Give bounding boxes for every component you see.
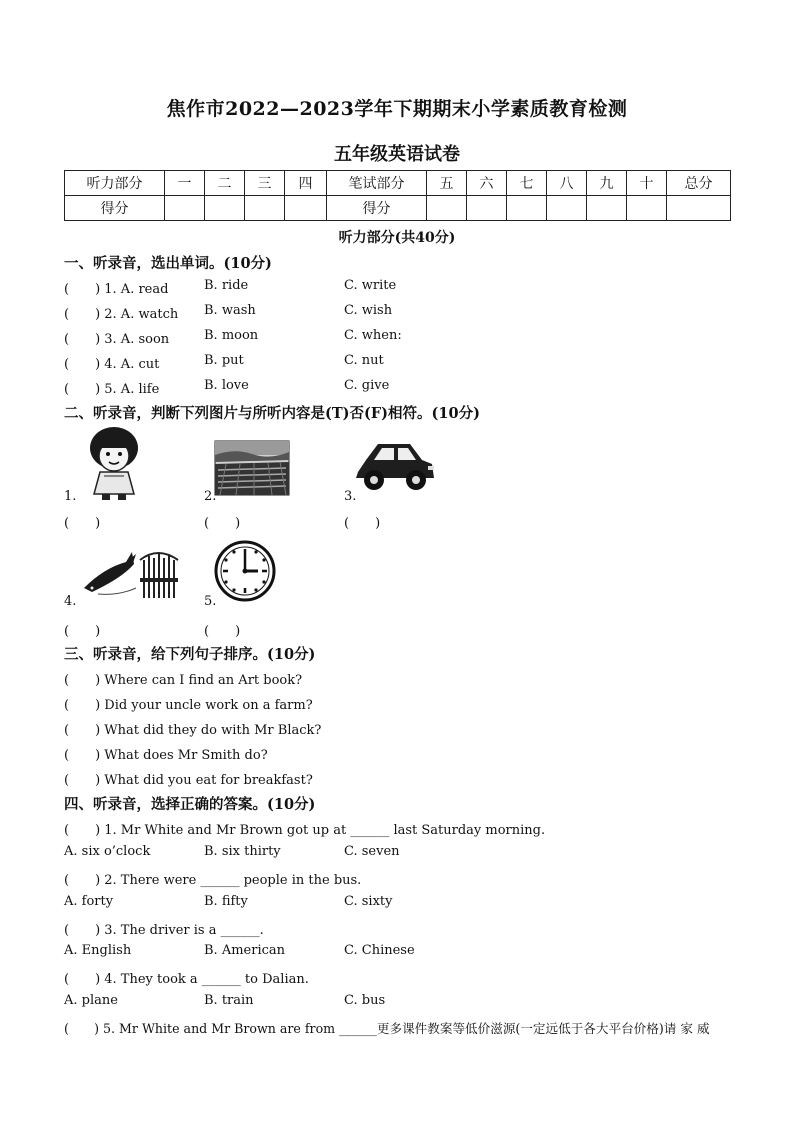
score-input-cell[interactable] bbox=[547, 196, 587, 221]
option-c: C. nut bbox=[344, 353, 384, 368]
list-item: ( ) What did you eat for breakfast? bbox=[64, 773, 313, 788]
page-subtitle: 五年级英语试卷 bbox=[334, 144, 460, 165]
list-item: ( ) What did they do with Mr Black? bbox=[64, 723, 322, 738]
score-input-cell[interactable] bbox=[165, 196, 205, 221]
score-input-cell[interactable] bbox=[245, 196, 285, 221]
score-input-cell[interactable] bbox=[507, 196, 547, 221]
question-text: ( ) 1. A. read bbox=[64, 282, 169, 297]
option-c: C. when: bbox=[344, 328, 402, 343]
score-cell: 得分 bbox=[327, 196, 427, 221]
score-cell: 四 bbox=[285, 171, 327, 196]
question-text: ( ) 1. Mr White and Mr Brown got up at ______ last Saturday morning. bbox=[64, 823, 546, 838]
score-cell: 得分 bbox=[65, 196, 165, 221]
score-table-score-row bbox=[65, 196, 731, 221]
option-b: B. fifty bbox=[204, 894, 248, 909]
question-text: ( ) 4. A. cut bbox=[64, 357, 160, 372]
score-cell: 三 bbox=[245, 171, 285, 196]
picture-number: 5. bbox=[204, 594, 217, 609]
section2-heading: 二、听录音，判断下列图片与所听内容是(T)否(F)相符。(10分) bbox=[64, 405, 480, 422]
question-text: ( ) 2. There were ______ people in the bus. bbox=[64, 873, 362, 888]
field-picture bbox=[214, 440, 290, 496]
list-item bbox=[64, 278, 397, 297]
question-text: ( ) 4. They took a ______ to Dalian. bbox=[64, 972, 309, 987]
section4-heading: 四、听录音，选择正确的答案。(10分) bbox=[64, 796, 316, 813]
option-c: C. give bbox=[344, 378, 390, 393]
list-item bbox=[64, 328, 402, 347]
question-text: ( ) 2. A. watch bbox=[64, 307, 179, 322]
question-text: ( ) 3. A. soon bbox=[64, 332, 170, 347]
option-c: C. Chinese bbox=[344, 943, 415, 958]
score-cell: 五 bbox=[427, 171, 467, 196]
answer-blank[interactable]: ( ) bbox=[344, 516, 381, 531]
score-cell: 笔试部分 bbox=[327, 171, 427, 196]
option-c: C. write bbox=[344, 278, 397, 293]
list-item: ( ) What does Mr Smith do? bbox=[64, 748, 268, 763]
answer-blank[interactable]: ( ) bbox=[64, 516, 101, 531]
list-item bbox=[64, 303, 393, 322]
option-b: B. train bbox=[204, 993, 254, 1008]
score-table bbox=[64, 170, 731, 221]
option-c: C. wish bbox=[344, 303, 393, 318]
option-c: C. bus bbox=[344, 993, 386, 1008]
option-b: B. wash bbox=[204, 303, 256, 318]
fish-and-vegetables-picture bbox=[78, 544, 180, 600]
score-cell: 十 bbox=[627, 171, 667, 196]
option-a: A. plane bbox=[64, 993, 118, 1008]
list-item bbox=[64, 353, 384, 372]
options-row bbox=[64, 993, 386, 1008]
score-cell: 听力部分 bbox=[65, 171, 165, 196]
option-b: B. ride bbox=[204, 278, 249, 293]
score-table-header-row bbox=[65, 171, 731, 196]
picture-number: 3. bbox=[344, 489, 357, 504]
question-text: ( ) 5. Mr White and Mr Brown are from ______更多课件教案等低价滋源(一定远低于各大平台价格)请 家 威 bbox=[64, 1021, 710, 1036]
answer-blank[interactable]: ( ) bbox=[204, 516, 241, 531]
page-title: 焦作市2022—2023学年下期期末小学素质教育检测 bbox=[166, 98, 628, 120]
score-input-cell[interactable] bbox=[627, 196, 667, 221]
section1-heading: 一、听录音，选出单词。(10分) bbox=[64, 255, 272, 272]
option-b: B. moon bbox=[204, 328, 259, 343]
options-row bbox=[64, 844, 400, 859]
option-b: B. put bbox=[204, 353, 244, 368]
score-cell: 六 bbox=[467, 171, 507, 196]
score-cell: 二 bbox=[205, 171, 245, 196]
picture-number: 2. bbox=[204, 489, 217, 504]
score-input-cell[interactable] bbox=[427, 196, 467, 221]
car-picture bbox=[352, 436, 438, 494]
list-item bbox=[64, 378, 390, 397]
option-b: B. love bbox=[204, 378, 249, 393]
option-a: A. forty bbox=[64, 894, 114, 909]
options-row bbox=[64, 943, 415, 958]
option-a: A. six o’clock bbox=[64, 844, 151, 859]
score-input-cell[interactable] bbox=[587, 196, 627, 221]
question-text: ( ) 3. The driver is a ______. bbox=[64, 923, 264, 938]
picture-number: 1. bbox=[64, 489, 77, 504]
picture-number: 4. bbox=[64, 594, 77, 609]
option-a: A. English bbox=[64, 943, 132, 958]
score-cell: 七 bbox=[507, 171, 547, 196]
option-b: B. American bbox=[204, 943, 286, 958]
girl-picture bbox=[78, 424, 150, 502]
option-b: B. six thirty bbox=[204, 844, 281, 859]
score-cell: 九 bbox=[587, 171, 627, 196]
listening-section-header: 听力部分(共40分) bbox=[338, 230, 456, 246]
section3-heading: 三、听录音，给下列句子排序。(10分) bbox=[64, 646, 316, 663]
score-cell: 一 bbox=[165, 171, 205, 196]
clock-picture bbox=[214, 540, 276, 602]
list-item: ( ) Did your uncle work on a farm? bbox=[64, 698, 313, 713]
question-text: ( ) 5. A. life bbox=[64, 382, 160, 397]
score-cell: 八 bbox=[547, 171, 587, 196]
answer-blank[interactable]: ( ) bbox=[64, 624, 101, 639]
options-row bbox=[64, 894, 393, 909]
score-input-cell[interactable] bbox=[467, 196, 507, 221]
score-input-cell[interactable] bbox=[285, 196, 327, 221]
list-item: ( ) Where can I find an Art book? bbox=[64, 673, 303, 688]
score-input-cell[interactable] bbox=[205, 196, 245, 221]
option-c: C. seven bbox=[344, 844, 400, 859]
score-cell: 总分 bbox=[667, 171, 731, 196]
answer-blank[interactable]: ( ) bbox=[204, 624, 241, 639]
option-c: C. sixty bbox=[344, 894, 393, 909]
score-input-cell[interactable] bbox=[667, 196, 731, 221]
